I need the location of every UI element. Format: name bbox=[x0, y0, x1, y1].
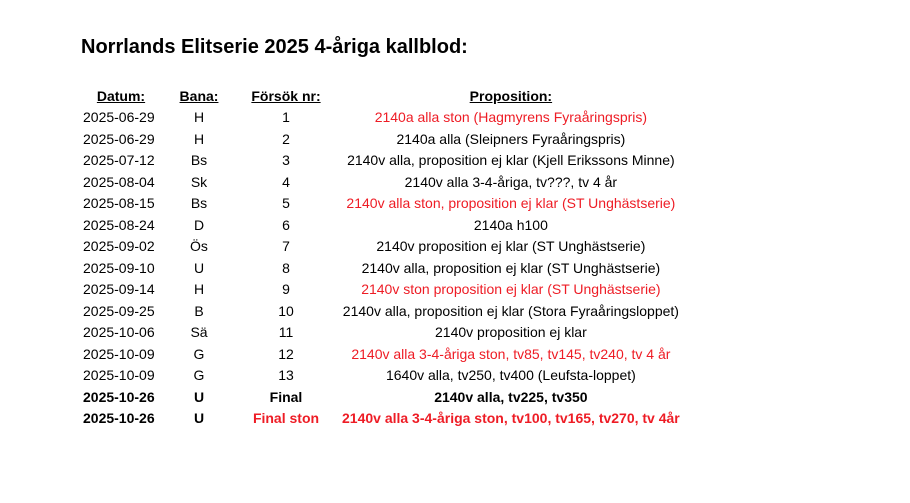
cell-proposition: 2140v alla 3-4-åriga, tv???, tv 4 år bbox=[404, 173, 618, 190]
cell-attempt: 7 bbox=[282, 238, 290, 255]
table-row bbox=[74, 150, 680, 172]
cell-track: G bbox=[193, 367, 205, 384]
cell-attempt: Final bbox=[269, 388, 303, 405]
cell-track: Bs bbox=[190, 152, 208, 169]
cell-date: 2025-09-02 bbox=[83, 238, 155, 255]
cell-attempt: 9 bbox=[282, 281, 290, 298]
cell-track: U bbox=[193, 259, 205, 276]
cell-attempt: 10 bbox=[278, 302, 294, 319]
table-row bbox=[74, 257, 680, 279]
table-row bbox=[74, 386, 680, 408]
cell-track: B bbox=[194, 302, 204, 319]
cell-track: Sk bbox=[190, 173, 208, 190]
cell-proposition: 2140v alla, proposition ej klar (ST Unghästserie) bbox=[361, 259, 661, 276]
cell-proposition: 2140a h100 bbox=[473, 216, 548, 233]
cell-date: 2025-10-09 bbox=[83, 367, 155, 384]
table-row bbox=[74, 300, 680, 322]
cell-date: 2025-10-09 bbox=[83, 345, 155, 362]
cell-date: 2025-07-12 bbox=[83, 152, 155, 169]
header-attempt: Försök nr: bbox=[251, 87, 321, 104]
header-track: Bana: bbox=[179, 87, 219, 104]
table-row bbox=[74, 322, 680, 344]
cell-attempt: 1 bbox=[282, 109, 290, 126]
table-header-row bbox=[74, 85, 680, 107]
cell-attempt: 4 bbox=[282, 173, 290, 190]
cell-attempt: 3 bbox=[282, 152, 290, 169]
cell-proposition: 2140v proposition ej klar (ST Unghästserie) bbox=[376, 238, 646, 255]
cell-track: G bbox=[193, 345, 205, 362]
table-row bbox=[74, 236, 680, 258]
cell-date: 2025-10-26 bbox=[83, 410, 155, 427]
table-row bbox=[74, 279, 680, 301]
cell-proposition: 2140v ston proposition ej klar (ST Unghästserie) bbox=[361, 281, 661, 298]
cell-attempt: 6 bbox=[282, 216, 290, 233]
cell-attempt: 5 bbox=[282, 195, 290, 212]
page-title: Norrlands Elitserie 2025 4-åriga kallblod: bbox=[81, 36, 468, 58]
cell-attempt: 12 bbox=[278, 345, 294, 362]
cell-proposition: 2140v alla 3-4-åriga ston, tv100, tv165, tv270, tv 4år bbox=[342, 410, 680, 427]
cell-track: H bbox=[193, 130, 205, 147]
cell-proposition: 2140v alla ston, proposition ej klar (ST Unghästserie) bbox=[346, 195, 676, 212]
cell-proposition: 2140v alla, proposition ej klar (Kjell Erikssons Minne) bbox=[347, 152, 675, 169]
table-row bbox=[74, 408, 680, 430]
table-row bbox=[74, 214, 680, 236]
cell-track: Sä bbox=[190, 324, 208, 341]
cell-track: H bbox=[193, 281, 205, 298]
cell-proposition: 1640v alla, tv250, tv400 (Leufsta-loppet) bbox=[385, 367, 636, 384]
cell-track: U bbox=[193, 388, 205, 405]
cell-proposition: 2140v alla 3-4-åriga ston, tv85, tv145, tv240, tv 4 år bbox=[351, 345, 671, 362]
cell-date: 2025-09-25 bbox=[83, 302, 155, 319]
cell-proposition: 2140v alla, tv225, tv350 bbox=[434, 388, 588, 405]
cell-track: D bbox=[193, 216, 205, 233]
cell-date: 2025-09-10 bbox=[83, 259, 155, 276]
cell-attempt: 8 bbox=[282, 259, 290, 276]
cell-attempt: 2 bbox=[282, 130, 290, 147]
cell-proposition: 2140v alla, proposition ej klar (Stora Fyraåringsloppet) bbox=[342, 302, 679, 319]
cell-track: Bs bbox=[190, 195, 208, 212]
table-row bbox=[74, 107, 680, 129]
header-date: Datum: bbox=[96, 87, 146, 104]
cell-date: 2025-08-24 bbox=[83, 216, 155, 233]
cell-date: 2025-09-14 bbox=[83, 281, 155, 298]
cell-track: U bbox=[193, 410, 205, 427]
cell-attempt: 11 bbox=[278, 324, 294, 341]
cell-track: Ös bbox=[190, 238, 208, 255]
cell-date: 2025-08-15 bbox=[83, 195, 155, 212]
cell-attempt: Final ston bbox=[252, 410, 320, 427]
table-row bbox=[74, 128, 680, 150]
cell-date: 2025-06-29 bbox=[83, 130, 155, 147]
cell-date: 2025-10-26 bbox=[83, 388, 155, 405]
table-row bbox=[74, 365, 680, 387]
header-proposition: Proposition: bbox=[469, 87, 553, 104]
cell-date: 2025-06-29 bbox=[83, 109, 155, 126]
race-schedule-table bbox=[74, 85, 680, 429]
cell-attempt: 13 bbox=[278, 367, 294, 384]
cell-date: 2025-08-04 bbox=[83, 173, 155, 190]
table-row bbox=[74, 171, 680, 193]
cell-date: 2025-10-06 bbox=[83, 324, 155, 341]
cell-track: H bbox=[193, 109, 205, 126]
table-body bbox=[74, 107, 680, 430]
cell-proposition: 2140v proposition ej klar bbox=[435, 324, 587, 341]
table-row bbox=[74, 343, 680, 365]
table-row bbox=[74, 193, 680, 215]
cell-proposition: 2140a alla (Sleipners Fyraåringspris) bbox=[396, 130, 626, 147]
cell-proposition: 2140a alla ston (Hagmyrens Fyraåringspris) bbox=[374, 109, 648, 126]
